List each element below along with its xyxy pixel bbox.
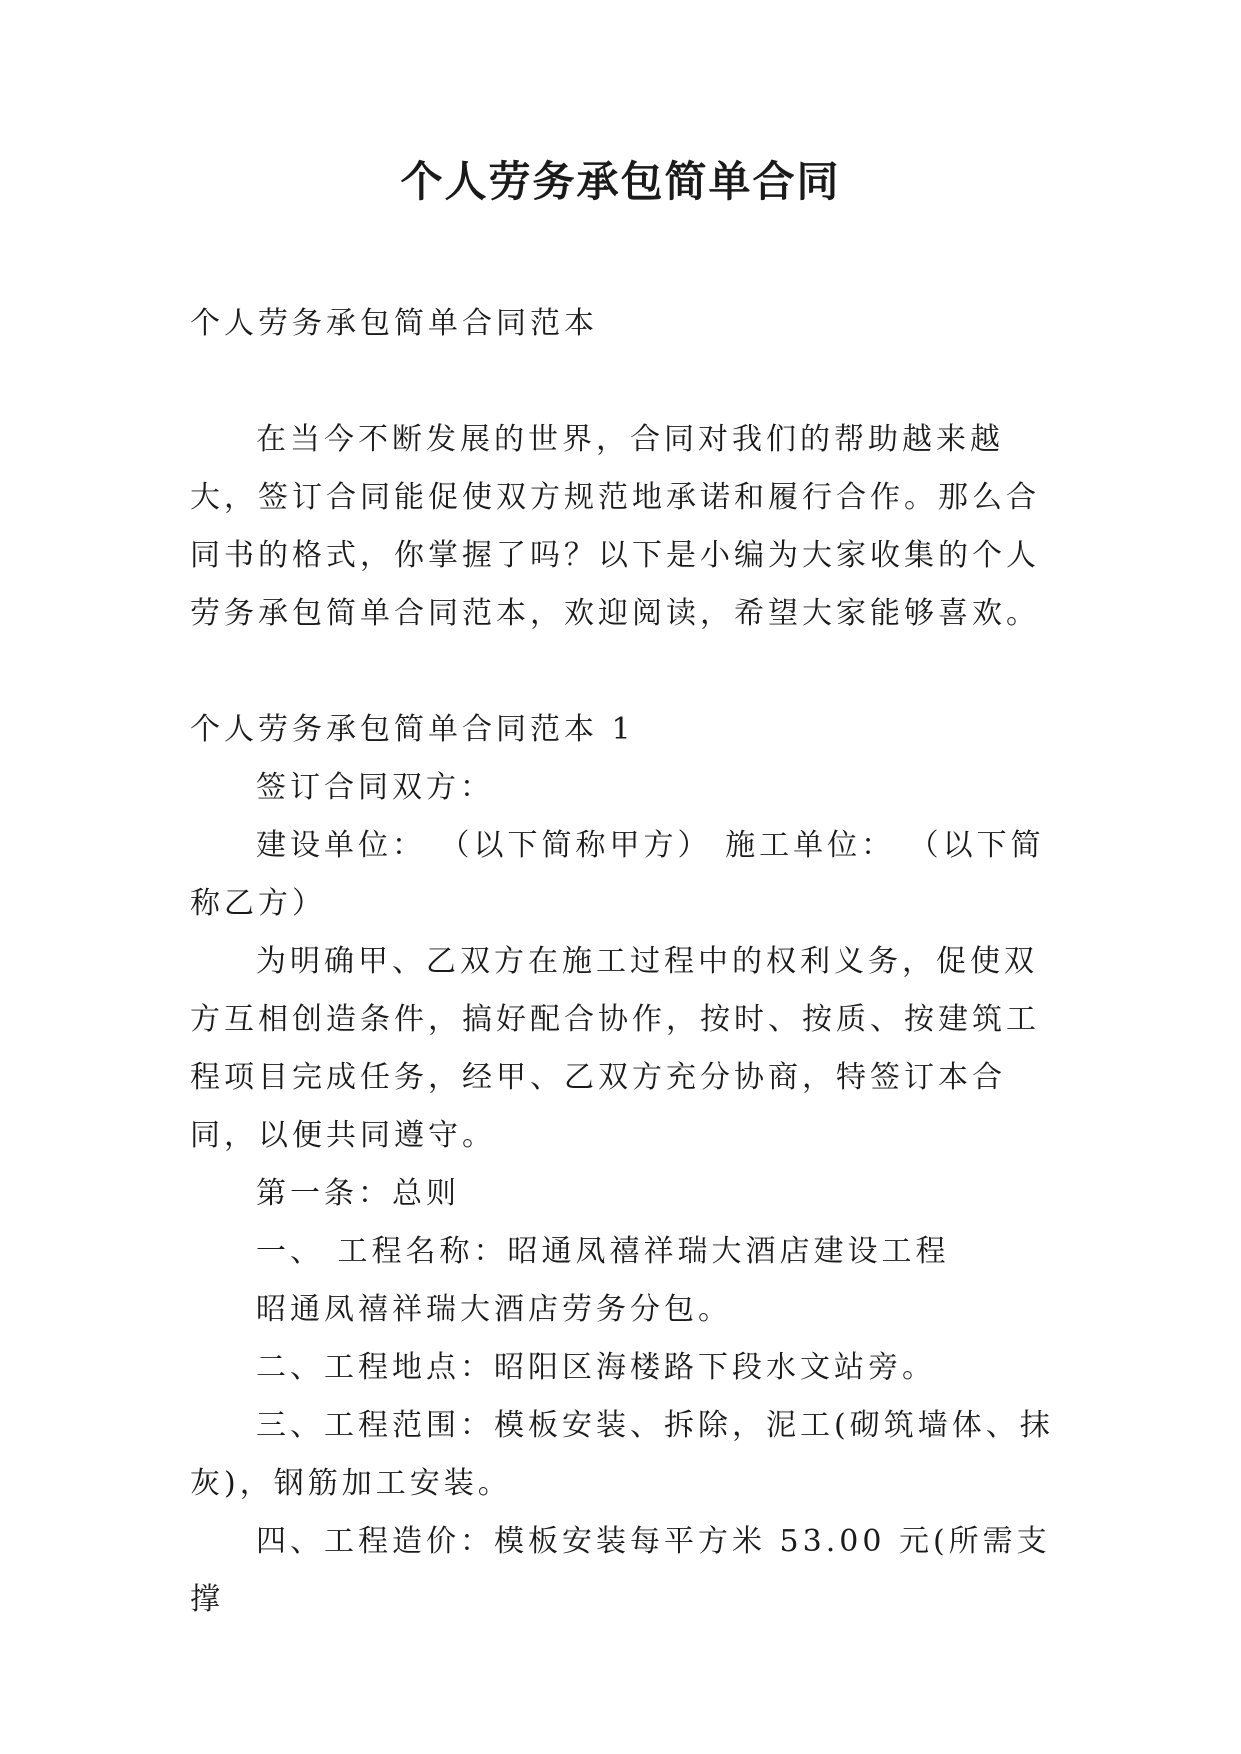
clause-project-cost: 四、工程造价：模板安装每平方米 53.00 元(所需支撑 bbox=[190, 1524, 1051, 1617]
document-body bbox=[190, 295, 1060, 1629]
section-heading: 个人劳务承包简单合同范本 1 bbox=[190, 712, 635, 747]
clause-project-name: 一、 工程名称：昭通凤禧祥瑞大酒店建设工程 bbox=[256, 1234, 950, 1269]
contract-parties-label: 签订合同双方： bbox=[256, 770, 494, 805]
clause-project-location: 二、工程地点：昭阳区海楼路下段水文站旁。 bbox=[256, 1350, 936, 1385]
clause-project-name-continued: 昭通凤禧祥瑞大酒店劳务分包。 bbox=[256, 1292, 732, 1327]
contract-parties-line: 建设单位： （以下简称甲方） 施工单位： （以下简称乙方） bbox=[190, 828, 1045, 921]
document-title: 个人劳务承包简单合同 bbox=[400, 157, 841, 206]
clause-project-scope: 三、工程范围：模板安装、拆除，泥工(砌筑墙体、抹灰)，钢筋加工安装。 bbox=[190, 1408, 1054, 1501]
article-one-heading: 第一条：总则 bbox=[256, 1176, 460, 1211]
contract-purpose-paragraph: 为明确甲、乙双方在施工过程中的权利义务，促使双方互相创造条件，搞好配合协作，按时、按质、按建筑工程项目完成任务，经甲、乙双方充分协商，特签订本合同，以便共同遵守。 bbox=[190, 944, 1040, 1153]
document-subtitle: 个人劳务承包简单合同范本 bbox=[190, 306, 598, 341]
intro-paragraph: 在当今不断发展的世界，合同对我们的帮助越来越大，签订合同能促使双方规范地承诺和履行合作。那么合同书的格式，你掌握了吗？以下是小编为大家收集的个人劳务承包简单合同范本，欢迎阅读，希望大家能够喜欢。 bbox=[190, 422, 1040, 631]
